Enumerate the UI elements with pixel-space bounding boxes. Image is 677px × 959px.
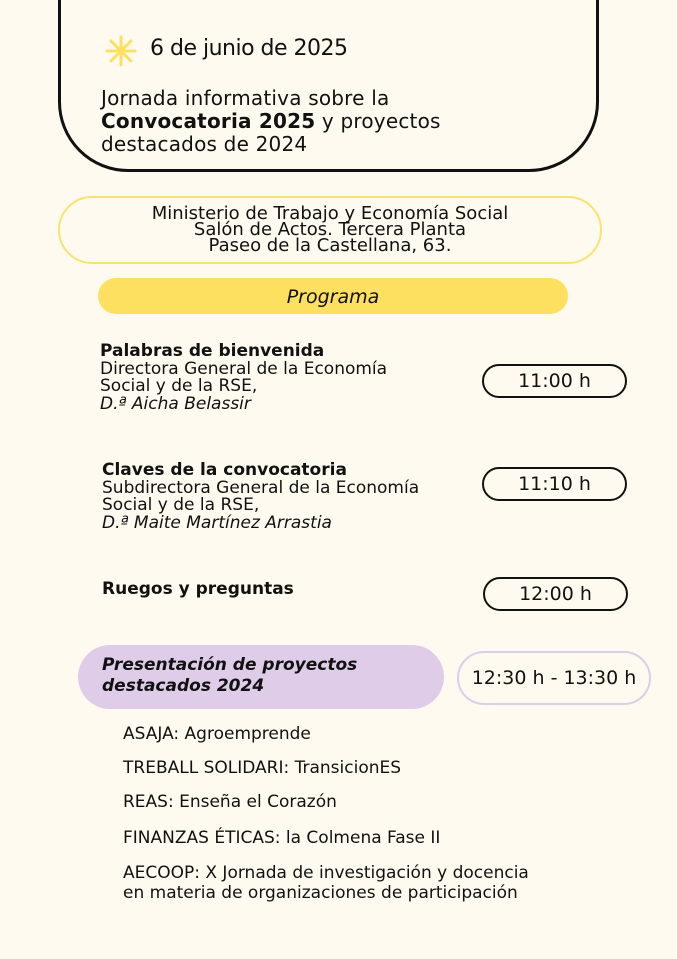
item-role-line-2: Social y de la RSE, xyxy=(100,376,258,396)
venue-line-1: Ministerio de Trabajo y Economía Social xyxy=(151,203,509,224)
project-item: AECOOP: X Jornada de investigación y docencia xyxy=(123,863,529,883)
program-item xyxy=(100,342,470,414)
event-title xyxy=(101,87,541,156)
item-speaker: D.ª Maite Martínez Arrastia xyxy=(102,513,332,533)
sparkle-icon xyxy=(104,34,138,68)
title-line-1: Jornada informativa sobre la xyxy=(101,86,390,110)
project-item: FINANZAS ÉTICAS: la Colmena Fase II xyxy=(123,828,441,848)
session-time-pill: 12:30 h - 13:30 h xyxy=(457,651,651,705)
time-pill: 12:00 h xyxy=(483,577,628,611)
item-role-line-1: Subdirectora General de la Economía xyxy=(102,478,420,498)
item-title: Palabras de bienvenida xyxy=(100,341,325,361)
project-item-continued: en materia de organizaciones de participación xyxy=(123,883,518,903)
program-item xyxy=(102,580,472,599)
item-role-line-1: Directora General de la Economía xyxy=(100,359,388,379)
item-role-line-2: Social y de la RSE, xyxy=(102,495,260,515)
project-item: ASAJA: Agroemprende xyxy=(123,724,311,744)
title-rest: y proyectos xyxy=(315,109,441,133)
project-item: TREBALL SOLIDARI: TransicionES xyxy=(123,758,402,778)
item-title: Ruegos y preguntas xyxy=(102,579,294,599)
session-title-line-2: destacados 2024 xyxy=(102,676,265,696)
session-title-line-1: Presentación de proyectos xyxy=(102,655,358,675)
program-heading: Programa xyxy=(98,278,568,314)
title-line-2 xyxy=(101,110,541,133)
item-speaker: D.ª Aicha Belassir xyxy=(100,394,251,414)
time-pill: 11:00 h xyxy=(482,364,627,398)
session-heading xyxy=(78,645,444,709)
venue-line-2: Salón de Actos. Tercera Planta xyxy=(193,219,467,240)
event-date: 6 de junio de 2025 xyxy=(150,36,348,61)
title-line-3: destacados de 2024 xyxy=(101,132,308,156)
project-item: REAS: Enseña el Corazón xyxy=(123,792,337,812)
program-item xyxy=(102,461,472,533)
venue-box xyxy=(58,196,602,264)
item-title: Claves de la convocatoria xyxy=(102,460,347,480)
venue-line-3: Paseo de la Castellana, 63. xyxy=(208,235,452,256)
title-bold: Convocatoria 2025 xyxy=(101,109,316,133)
time-pill: 11:10 h xyxy=(482,467,627,501)
